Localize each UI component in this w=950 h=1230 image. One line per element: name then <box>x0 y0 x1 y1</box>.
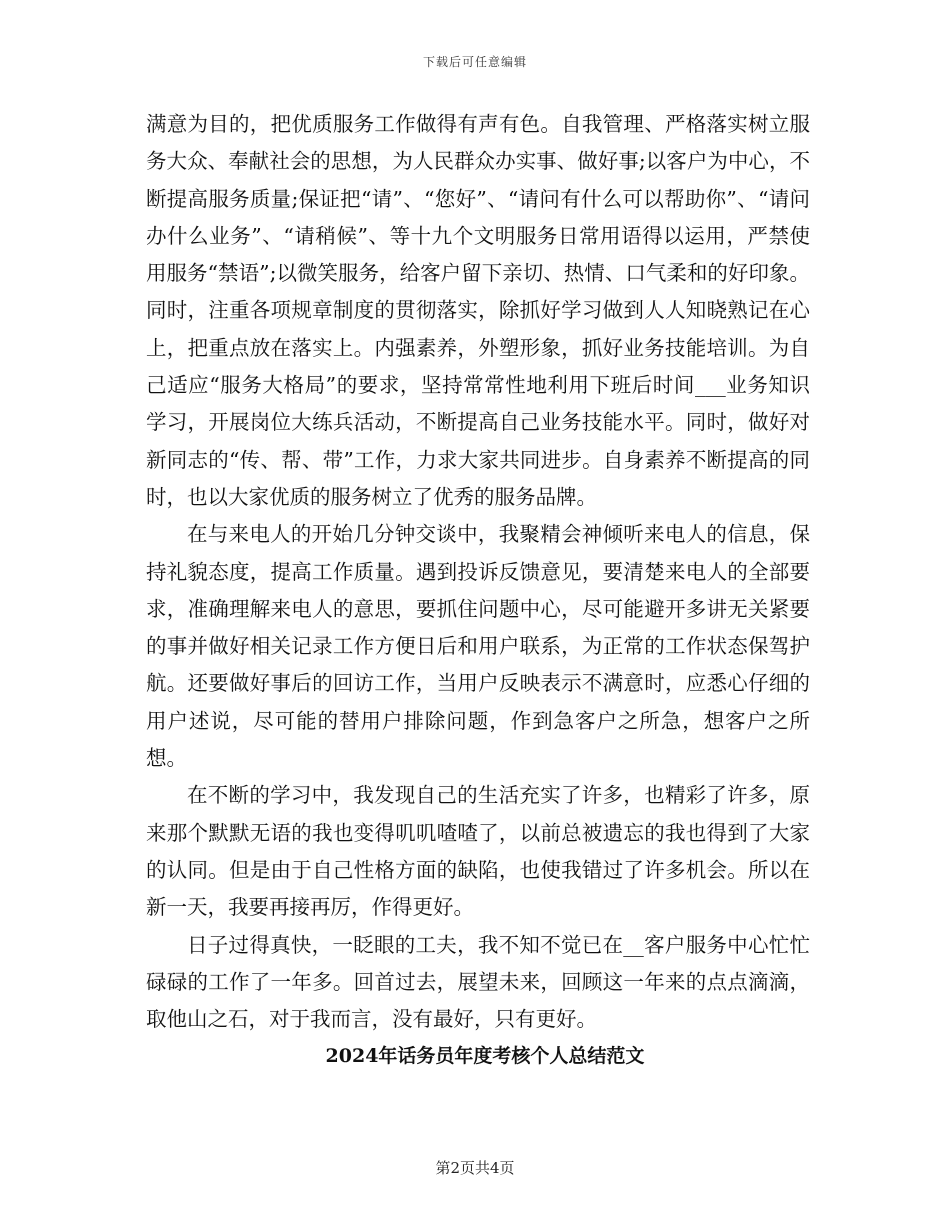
page-footer: 第2页共4页 <box>435 1159 515 1177</box>
paragraph-continued: 满意为目的，把优质服务工作做得有声有色。自我管理、严格落实树立服务大众、奉献社会的思想，为人民群众办实事、做好事;以客户为中心，不断提高服务质量;保证把“请”、“您好”、“请问有什么可以帮助你”、“请问办什么业务”、“请稍候”、等十九个文明服务日常用语得以运用，严禁使用服务“禁语”;以微笑服务，给客户留下亲切、热情、口气柔和的好印象。同时，注重各项规章制度的贯彻落实，除抓好学习做到人人知晓熟记在心上，把重点放在落实上。内强素养，外塑形象，抓好业务技能培训。为自己适应“服务大格局”的要求，坚持常常性地利用下班后时间___业务知识学习，开展岗位大练兵活动，不断提高自己业务技能水平。同时，做好对新同志的“传、帮、带”工作，力求大家共同进步。自身素养不断提高的同时，也以大家优质的服务树立了优秀的服务品牌。 <box>146 112 810 509</box>
paragraph-caller-conversation: 在与来电人的开始几分钟交谈中，我聚精会神倾听来电人的信息，保持礼貌态度，提高工作质量。遇到投诉反馈意见，要清楚来电人的全部要求，准确理解来电人的意思，要抓住问题中心，尽可能避开多讲无关紧要的事并做好相关记录工作方便日后和用户联系，为正常的工作状态保驾护航。还要做好事后的回访工作，当用户反映表示不满意时，应悉心仔细的用户述说，尽可能的替用户排除问题，作到急客户之所急，想客户之所想。 <box>146 522 810 771</box>
section-title: 2024年话务员年度考核个人总结范文 <box>325 1045 645 1068</box>
document-body <box>146 106 810 1076</box>
page-header: 下载后可任意编辑 <box>422 55 527 69</box>
paragraph-learning: 在不断的学习中，我发现自己的生活充实了许多，也精彩了许多，原来那个默默无语的我也变得叽叽喳喳了，以前总被遗忘的我也得到了大家的认同。但是由于自己性格方面的缺陷，也使我错过了许多机会。所以在新一天，我要再接再厉，作得更好。 <box>146 783 810 920</box>
paragraph-time-flies: 日子过得真快，一眨眼的工夫，我不知不觉已在__客户服务中心忙忙碌碌的工作了一年多。回首过去，展望未来，回顾这一年来的点点滴滴，取他山之石，对于我而言，没有最好，只有更好。 <box>146 932 810 1032</box>
